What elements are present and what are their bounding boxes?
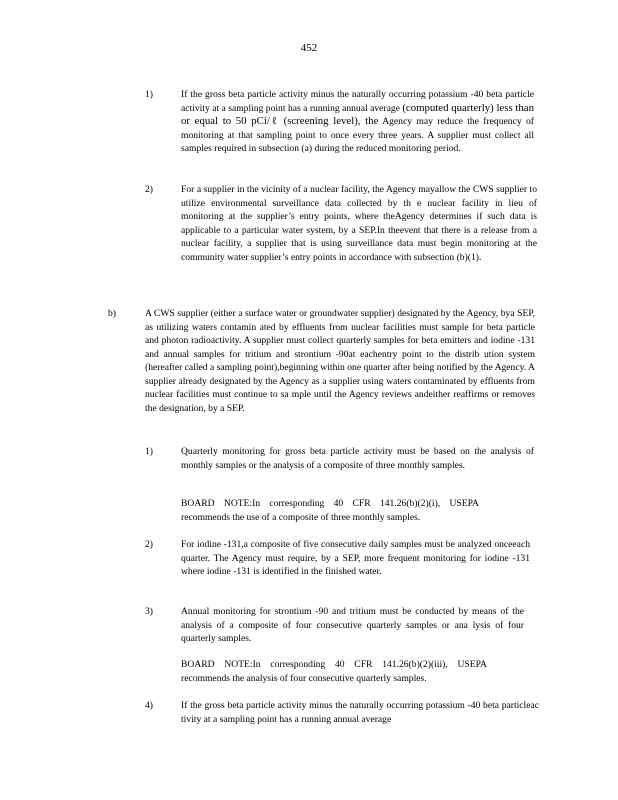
item-marker: 3) <box>145 606 153 617</box>
item-text: For iodine -131,a composite of five consecutive daily samples must be analyzed onceeach quarter. The Agency must require, by a SEP, more frequent monitoring for iodine -131 where iodine -131 is identified in the finished water. <box>181 539 530 577</box>
item-text: For a supplier in the vicinity of a nuclear facility, the Agency mayallow the CWS supplier to utilize environmental surveillance data collected by th e nuclear facility in lieu of monitoring at the supplier’s entry points, where theAgency determines if such data is applicable to a particular water system, by a SEP.In theevent that there is a release from a nuclear facility, a supplier that is using surveillance data must begin monitoring at the community water supplier’s entry points in accordance with subsection (b)(1). <box>181 184 537 263</box>
item-marker: 1) <box>145 89 153 100</box>
item-text: A CWS supplier (either a surface water or groundwater supplier) designated by the Agency, bya SEP, as utilizing waters contamin ated by effluents from nuclear facilities must sample for beta particle and photon radioactivity. A supplier must collect quarterly samples for beta emitters and iodine -131 and annual samples for tritium and strontium -90at eachentry point to the distrib ution system (hereafter called a sampling point),beginning within one quarter after being notified by the Agency. A supplier already designated by the Agency as a supplier using waters contaminated by effluents from nuclear facilities must continue to sa mple until the Agency reviews andeither reaffirms or removes the designation, by a SEP. <box>145 308 535 414</box>
item-marker: 4) <box>145 700 153 711</box>
item-marker: 2) <box>145 539 153 550</box>
item-text: Quarterly monitoring for gross beta particle activity must be based on the analysis of monthly samples or the analysis of a composite of three monthly samples. <box>181 446 534 471</box>
board-note-b3: BOARD NOTE:In corresponding 40 CFR 141.26(b)(2)(iii), USEPA recommends the analysis of four consecutive quarterly samples. <box>181 659 487 684</box>
board-note-b1: BOARD NOTE:In corresponding 40 CFR 141.26(b)(2)(i), USEPA recommends the use of a composite of three monthly samples. <box>181 498 479 523</box>
item-marker: b) <box>108 308 116 319</box>
item-text: Annual monitoring for strontium -90 and tritium must be conducted by means of the analysis of a composite of four consecutive quarterly samples or ana lysis of four quarterly samples. <box>181 606 524 644</box>
item-marker: 1) <box>145 446 153 457</box>
item-text: If the gross beta particle activity minus the naturally occurring potassium -40 beta particleac tivity at a sampling point has a running annual average <box>181 700 539 725</box>
emphasized-text: (computed quarterly) less than or equal to 50 pCi/ℓ (screening level), the <box>181 101 534 127</box>
page-number: 452 <box>300 42 318 54</box>
item-text: If the gross beta particle activity minus the naturally occurring potassium -40 beta particle activity at a sampling point has a running annual average (computed quarterly) less than or equal to 50 pCi/ℓ (screening level), the Agency may reduce the frequency of monitoring at that sampling point to once every three years. A supplier must collect all samples required in subsection (a) during the reduced monitoring period. <box>181 89 534 154</box>
item-marker: 2) <box>145 184 153 195</box>
